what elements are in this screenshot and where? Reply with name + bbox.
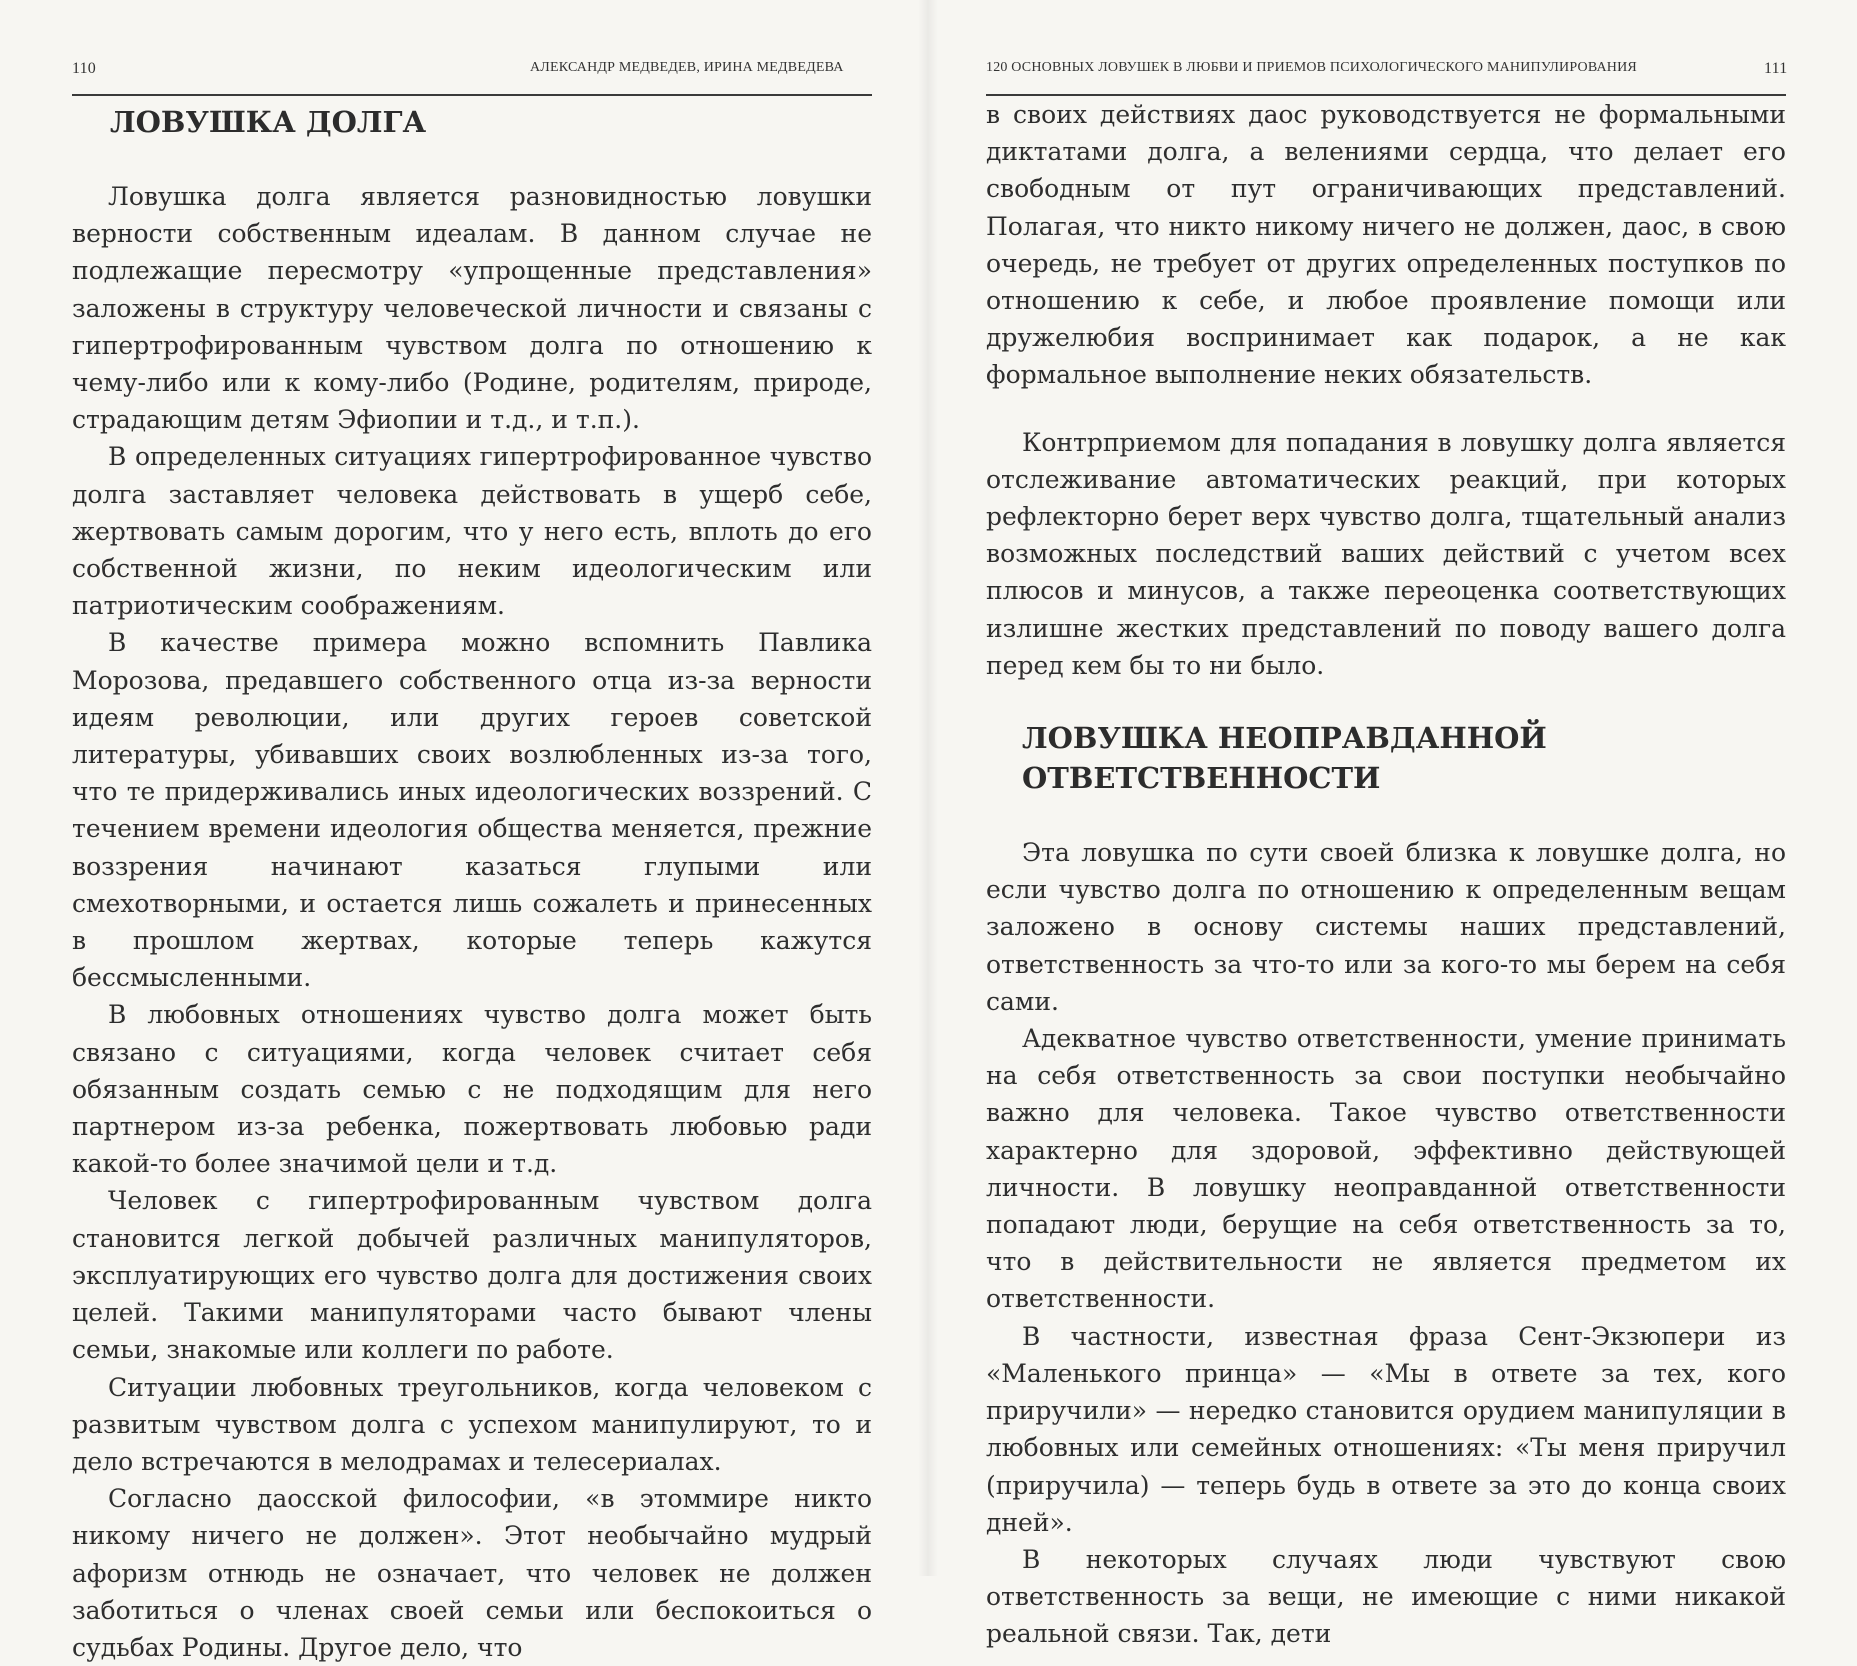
left-page-number: 110 — [72, 60, 97, 77]
right-text-block — [986, 96, 1786, 1653]
left-paragraph-1: Ловушка долга является разновидностью ловушки верности собственным идеалам. В данном случае не подлежащие пересмотру «упрощенные представления» заложены в структуру человеческой личности и связаны с гипертрофированным чувством долга по отношению к чему-либо или к кому-либо (Родине, родителям, природе, страдающим детям Эфиопии и т.д., и т.п.). — [72, 182, 872, 435]
left-page — [0, 0, 928, 1662]
heading-line-2: ОТВЕТСТВЕННОСТИ — [1022, 761, 1381, 796]
left-running-head: АЛЕКСАНДР МЕДВЕДЕВ, ИРИНА МЕДВЕДЕВА — [530, 60, 844, 75]
right-continuation-paragraph: в своих действиях даос руководствуется не формальными диктатами долга, а велениями сердца, что делает его свободным от пут ограничивающих представлений. Полагая, что никто никому ничего не должен, даос, в свою очередь, не требует от других определенных поступков по отношению к себе, и любое проявление помощи или дружелюбия воспринимает как подарок, а не как формальное выполнение неких обязательств. — [986, 100, 1786, 390]
right-paragraph-2: Адекватное чувство ответственности, умение принимать на себя ответственность за свои поступки необычайно важно для человека. Такое чувство ответственности характерно для здоровой, эффективно действующей личности. В ловушку неоправданной ответственности попадают люди, берущие на себя ответственность за то, что в действительности не является предметом их ответственности. — [986, 1024, 1786, 1314]
left-paragraph-4: В любовных отношениях чувство долга может быть связано с ситуациями, когда человек считает себя обязанным создать семью с не подходящим для него партнером из-за ребенка, пожертвовать любовью ради какой-то более значимой цели и т.д. — [72, 1000, 872, 1179]
right-page-number: 111 — [1764, 60, 1788, 77]
left-paragraph-3: В качестве примера можно вспомнить Павлика Морозова, предавшего собственного отца из-за верности идеям революции, или других героев советской литературы, убивавших своих возлюбленных из-за того, что те придерживались иных идеологических воззрений. С течением времени идеология общества меняется, прежние воззрения начинают казаться глупыми или смехотворными, и остается лишь сожалеть и принесенных в прошлом жертвах, которые теперь кажутся бессмысленными. — [72, 628, 872, 993]
left-text-block — [72, 96, 872, 1666]
right-paragraph-1: Эта ловушка по сути своей близка к ловушке долга, но если чувство долга по отношению к определенным вещам заложено в основу системы наших представлений, ответственность за что-то или за кого-то мы берем на себя сами. — [986, 838, 1786, 1016]
counter-technique-paragraph: Контрприемом для попадания в ловушку долга является отслеживание автоматических реакций, при которых рефлекторно берет верх чувство долга, тщательный анализ возможных последствий ваших действий с учетом всех плюсов и минусов, а также переоценка соответствующих излишне жестких представлений по поводу вашего долга перед кем бы то ни было. — [986, 427, 1786, 680]
right-paragraph-4: В некоторых случаях люди чувствуют свою ответственность за вещи, не имеющие с ними никакой реальной связи. Так, дети — [986, 1544, 1786, 1649]
left-paragraph-7: Согласно даосской философии, «в этоммире никто никому ничего не должен». Этот необычайно мудрый афоризм отнюдь не означает, что человек не должен заботиться о членах своей семьи или беспокоиться о судьбах Родины. Другое дело, что — [72, 1484, 872, 1662]
right-paragraph-3: В частности, известная фраза Сент-Экзюпери из «Маленького принца» — «Мы в ответе за тех, кого приручили» — нередко становится орудием манипуляции в любовных или семейных отношениях: «Ты меня приручил (приручила) — теперь будь в ответе за это до конца своих дней». — [986, 1321, 1786, 1537]
heading-line-1: ЛОВУШКА НЕОПРАВДАННОЙ — [1022, 721, 1547, 756]
left-paragraph-2: В определенных ситуациях гипертрофированное чувство долга заставляет человека действовать в ущерб себе, жертвовать самым дорогим, что у него есть, вплоть до его собственной жизни, по неким идеологическим или патриотическим соображениям. — [72, 442, 872, 621]
heading-unjustified-responsibility — [1022, 718, 1786, 798]
left-paragraph-6: Ситуации любовных треугольников, когда человеком с развитым чувством долга с успехом манипулируют, то и дело встречаются в мелодрамах и телесериалах. — [72, 1372, 872, 1476]
right-page — [928, 0, 1857, 1649]
heading-debt-trap: ЛОВУШКА ДОЛГА — [110, 105, 427, 139]
right-running-head: 120 ОСНОВНЫХ ЛОВУШЕК В ЛЮБВИ И ПРИЕМОВ ПСИХОЛОГИЧЕСКОГО МАНИПУЛИРОВАНИЯ — [986, 60, 1637, 75]
left-paragraph-5: Человек с гипертрофированным чувством долга становится легкой добычей различных манипуляторов, эксплуатирующих его чувство долга для достижения своих целей. Такими манипуляторами часто бывают члены семьи, знакомые или коллеги по работе. — [72, 1186, 872, 1365]
